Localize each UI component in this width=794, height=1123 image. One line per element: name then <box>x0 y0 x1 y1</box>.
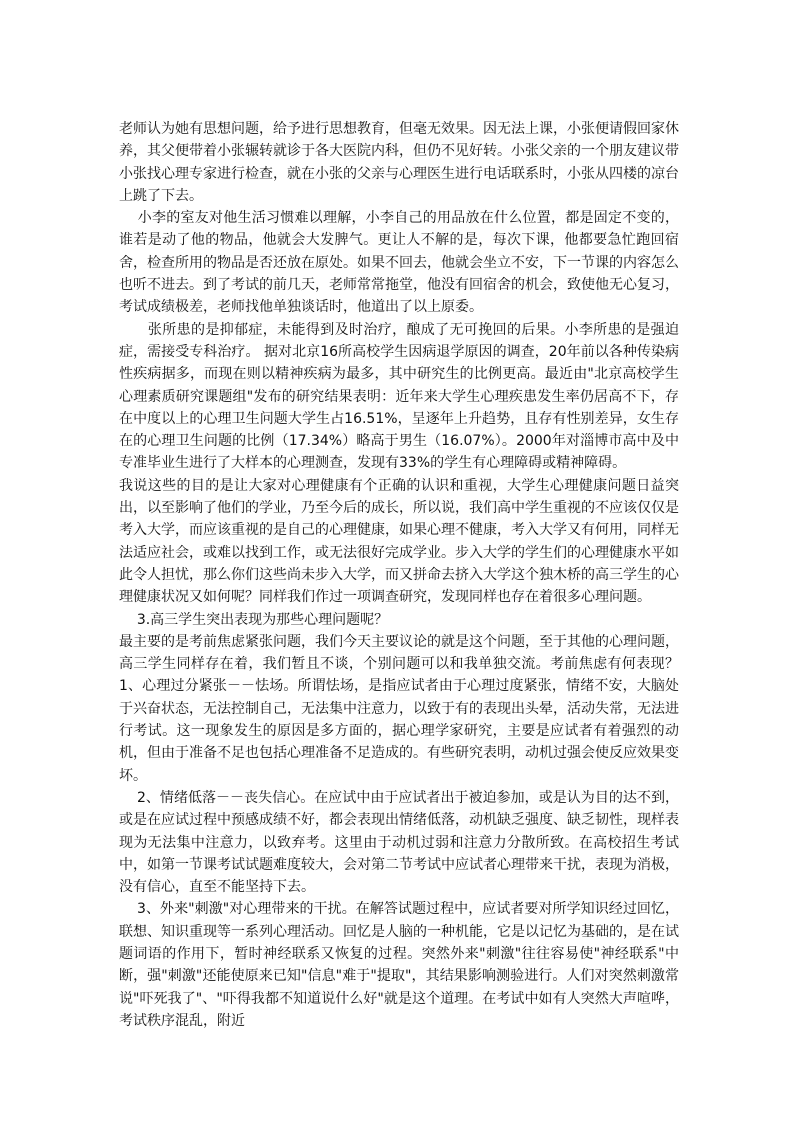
paragraph-4: 我说这些的目的是让大家对心理健康有个正确的认识和重视，大学生心理健康问题日益突出，以至影响了他们的学业，乃至今后的成长，所以说，我们高中学生重视的不应该仅仅是考入大学，而应该重视的是自己的心理健康，如果心理不健康，考入大学又有何用，同样无法适应社会，或难以找到工作，或无法很好完成学业。步入大学的学生们的心理健康水平如此令人担忧，那么你们这些尚未步入大学，而又拼命去挤入大学这个独木桥的高三学生的心理健康状况又如何呢？同样我们作过一项调查研究，发现同样也存在着很多心理问题。 <box>119 477 679 606</box>
section-heading: 3.高三学生突出表现为那些心理问题呢？ <box>119 611 389 628</box>
paragraph-5: 最主要的是考前焦虑紧张问题，我们今天主要议论的就是这个问题，至于其他的心理问题，高三学生同样存在着，我们暂且不谈，个别问题可以和我单独交流。考前焦虑有何表现？1、心理过分紧张－－怯场。所谓怯场，是指应试者由于心理过度紧张，情绪不安，大脑处于兴奋状态，无法控制自己，无法集中注意力，以致于有的表现出头晕，活动失常，无法进行考试。这一现象发生的原因是多方面的，据心理学家研究，主要是应试者有着强烈的动机，但由于准备不足也包括心理准备不足造成的。有些研究表明，动机过强会使反应效果变坏。 <box>119 633 679 784</box>
paragraph-7: 3、外来"刺激"对心理带来的干扰。在解答试题过程中，应试者要对所学知识经过回忆，联想、知识重现等一系列心理活动。回忆是人脑的一种机能，它是以记忆为基础的，是在试题词语的作用下，暂时神经联系又恢复的过程。突然外来"刺激"往往容易使"神经联系"中断，强"刺激"还能使原来已知"信息"难于"提取"，其结果影响测验进行。人们对突然刺激常说"吓死我了"、"吓得我都不知道说什么好"就是这个道理。在考试中如有人突然大声喧哗，考试秩序混乱，附近 <box>119 901 679 1029</box>
paragraph-2: 小李的室友对他生活习惯难以理解，小李自己的用品放在什么位置，都是固定不变的，谁若是动了他的物品，他就会大发脾气。更让人不解的是，每次下课，他都要急忙跑回宿舍，检查所用的物品是否还放在原处。如果不回去，他就会坐立不安，下一节课的内容怎么也听不进去。到了考试的前几天，老师常常拖堂，他没有回宿舍的机会，致使他无心复习，考试成绩极差，老师找他单独谈话时，他道出了以上原委。 <box>119 210 679 316</box>
paragraph-6: 2、情绪低落－－丧失信心。在应试中由于应试者出于被迫参加，或是认为目的达不到，或是在应试过程中预感成绩不好，都会表现出情绪低落，动机缺乏强度、缺乏韧性，现样表现为无法集中注意力，以致弃考。这里由于动机过弱和注意力分散所致。在高校招生考试中，如第一节课考试试题难度较大，会对第二节考试中应试者心理带来干扰，表现为消极，没有信心，直至不能坚持下去。 <box>119 789 679 896</box>
paragraph-1: 老师认为她有思想问题，给予进行思想教育，但毫无效果。因无法上课，小张便请假回家休养，其父便带着小张辗转就诊于各大医院内科，但仍不见好转。小张父亲的一个朋友建议带小张找心理专家进行检查，就在小张的父亲与心理医生进行电话联系时，小张从四楼的凉台上跳了下去。 <box>119 121 679 204</box>
document-body <box>119 118 679 1032</box>
paragraph-3: 张所患的是抑郁症，未能得到及时治疗，酿成了无可挽回的后果。小李所患的是强迫症，需接受专科治疗。 据对北京16所高校学生因病退学原因的调查，20年前以各种传染病性疾病据多，而现在则以精神疾病为最多，其中研究生的比例更高。最近由"北京高校学生心理素质研究课题组"发布的研究结果表明：近年来大学生心理疾患发生率仍居高不下，存在中度以上的心理卫生问题大学生占16.51%，呈逐年上升趋势，且存有性别差异，女生存在的心理卫生问题的比例（17.34%）略高于男生（16.07%）。2000年对淄博市高中及中专准毕业生进行了大样本的心理测查，发现有33%的学生有心理障碍或精神障碍。 <box>119 321 680 472</box>
